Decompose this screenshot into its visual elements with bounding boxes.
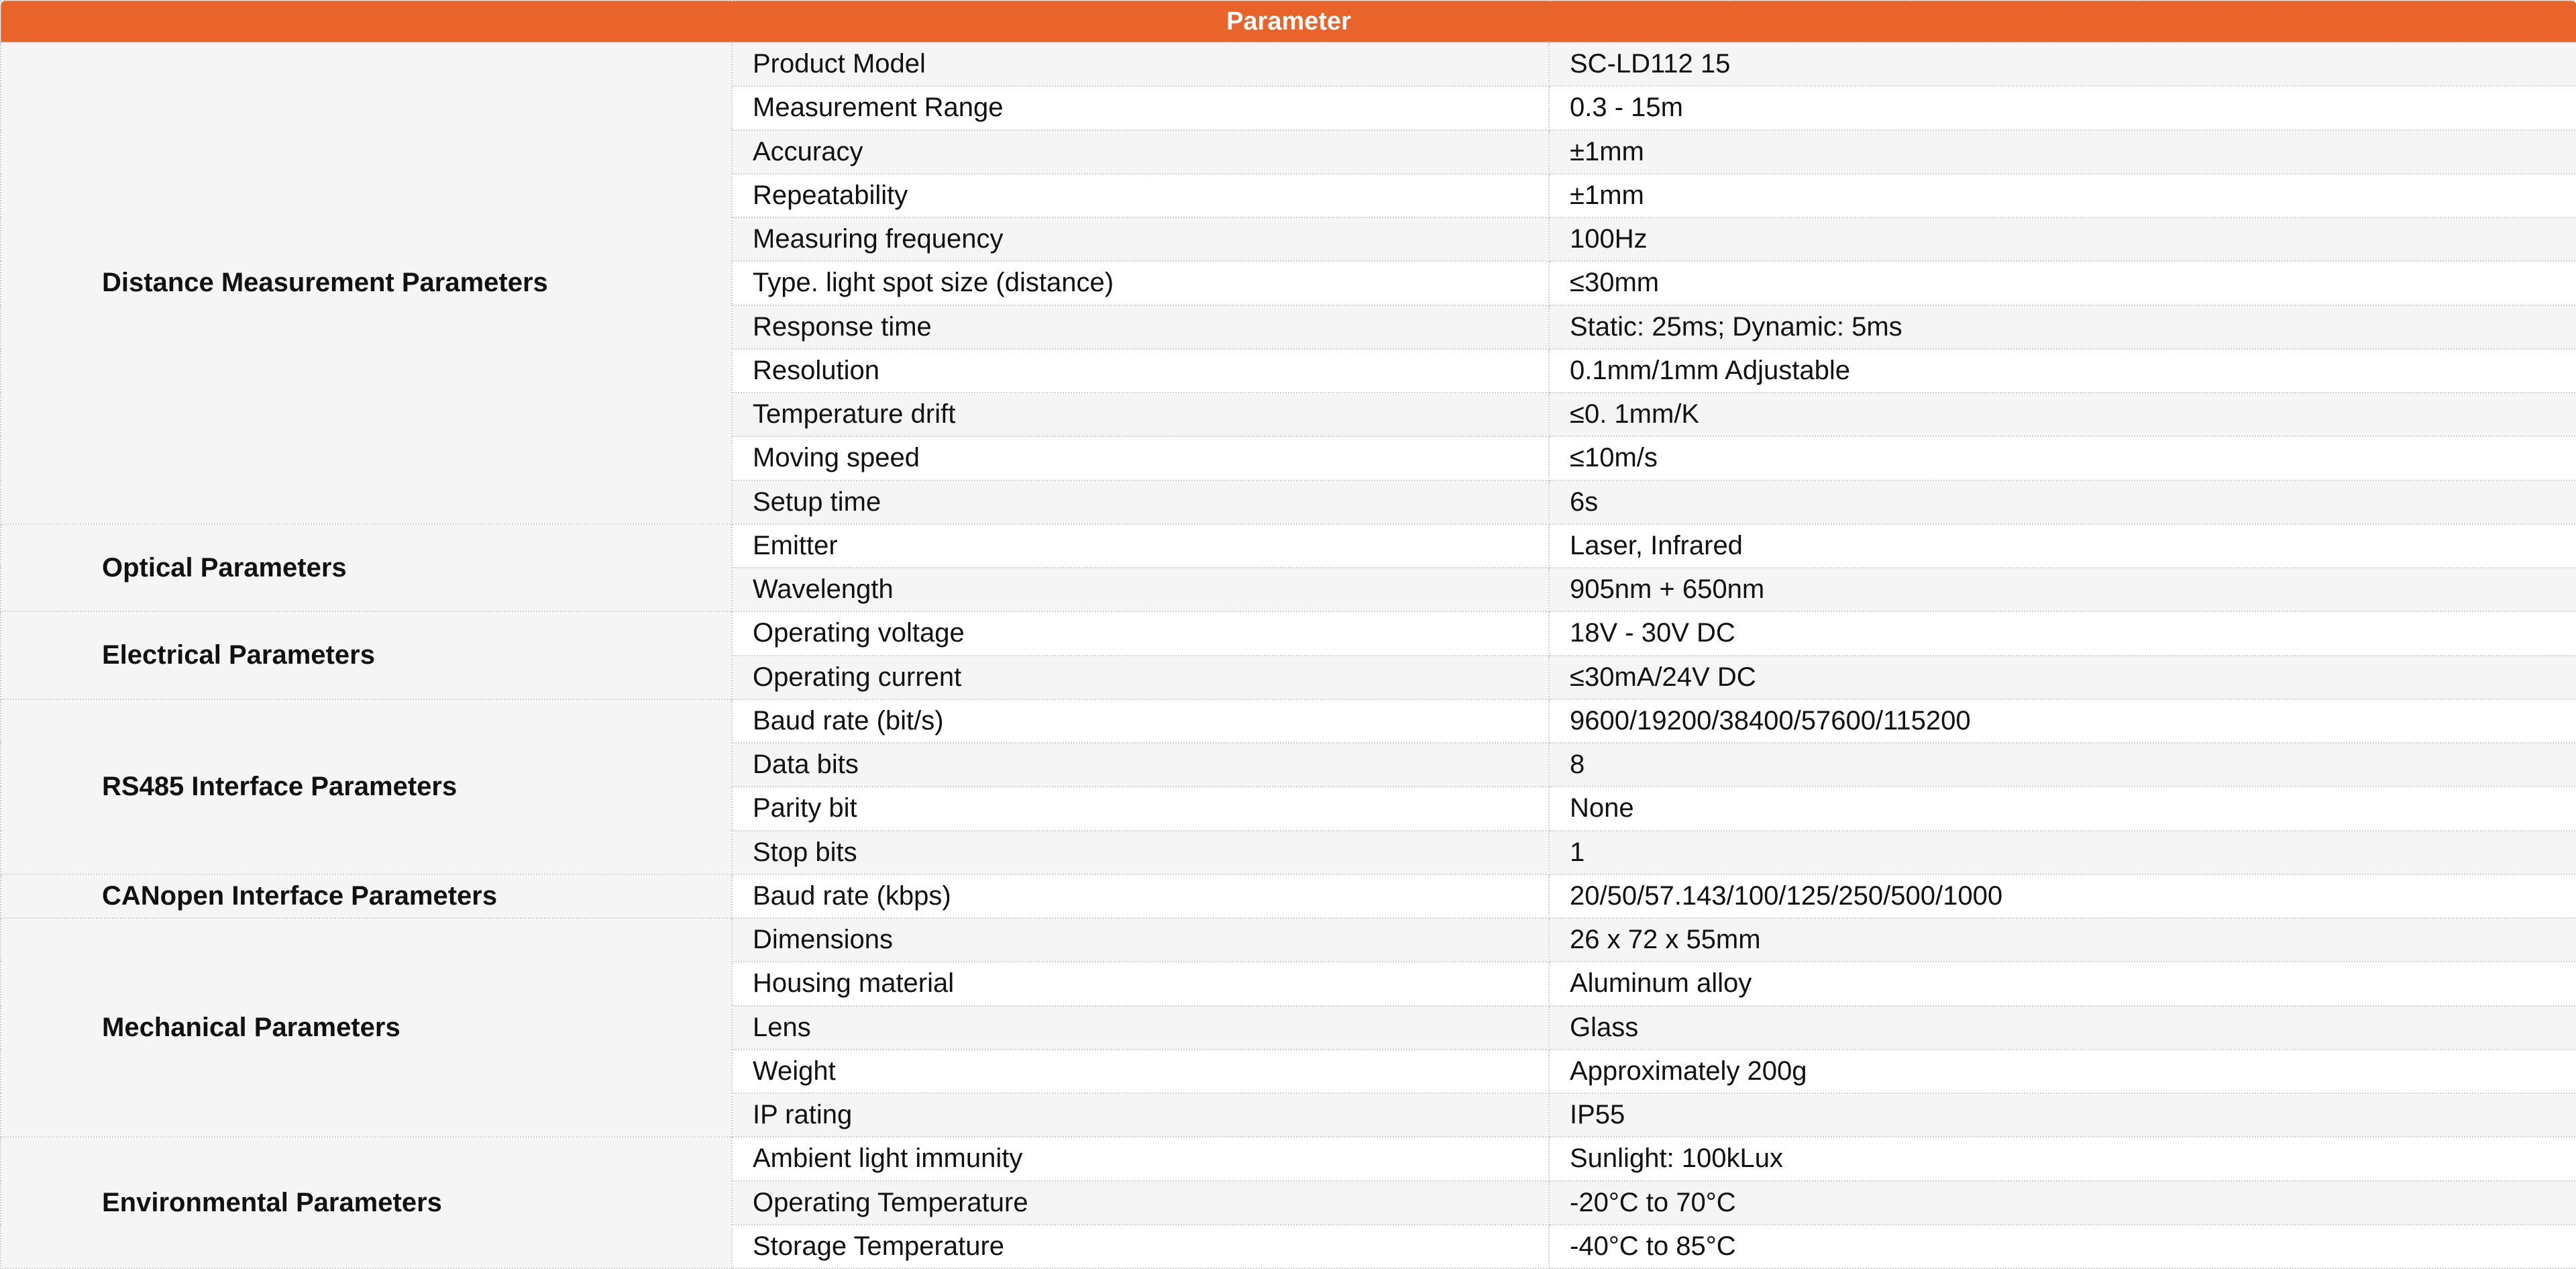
parameter-name: Temperature drift	[732, 393, 1549, 436]
parameter-name: Accuracy	[732, 130, 1549, 174]
parameter-value: None	[1549, 786, 2576, 830]
parameter-value: Glass	[1549, 1006, 2576, 1050]
parameter-value: -40°C to 85°C	[1549, 1225, 2576, 1268]
parameter-name: Response time	[732, 305, 1549, 349]
parameter-name: Stop bits	[732, 831, 1549, 874]
parameter-value: Approximately 200g	[1549, 1050, 2576, 1093]
parameter-name: Lens	[732, 1006, 1549, 1050]
parameter-value: ≤0. 1mm/K	[1549, 393, 2576, 436]
parameter-name: Housing material	[732, 962, 1549, 1005]
parameter-value: 26 x 72 x 55mm	[1549, 918, 2576, 962]
group-label: Mechanical Parameters	[1, 918, 732, 1137]
group-label: Environmental Parameters	[1, 1137, 732, 1268]
parameter-value: Sunlight: 100kLux	[1549, 1137, 2576, 1180]
parameter-value: ±1mm	[1549, 130, 2576, 174]
parameter-name: Parity bit	[732, 786, 1549, 830]
parameter-name: Ambient light immunity	[732, 1137, 1549, 1180]
table-row	[1, 524, 2576, 568]
parameter-value: Static: 25ms; Dynamic: 5ms	[1549, 305, 2576, 349]
table-body	[1, 42, 2576, 1268]
table-row	[1, 1137, 2576, 1180]
parameter-value: 8	[1549, 743, 2576, 786]
table-row	[1, 874, 2576, 918]
parameter-name: Storage Temperature	[732, 1225, 1549, 1268]
parameter-name: Type. light spot size (distance)	[732, 261, 1549, 305]
parameter-value: SC-LD112 15	[1549, 42, 2576, 86]
parameter-value: ≤10m/s	[1549, 436, 2576, 480]
parameter-value: 100Hz	[1549, 217, 2576, 261]
group-label: CANopen Interface Parameters	[1, 874, 732, 918]
table-header-row	[1, 1, 2576, 42]
parameter-name: Product Model	[732, 42, 1549, 86]
parameter-name: Operating voltage	[732, 611, 1549, 655]
parameter-name: Data bits	[732, 743, 1549, 786]
parameter-name: Operating Temperature	[732, 1181, 1549, 1225]
parameter-value: 9600/19200/38400/57600/115200	[1549, 699, 2576, 743]
table-row	[1, 918, 2576, 962]
parameter-value: IP55	[1549, 1093, 2576, 1137]
table-row	[1, 42, 2576, 86]
parameter-name: IP rating	[732, 1093, 1549, 1137]
group-label: Optical Parameters	[1, 524, 732, 612]
parameter-name: Setup time	[732, 480, 1549, 524]
parameter-value: -20°C to 70°C	[1549, 1181, 2576, 1225]
parameter-value: ≤30mm	[1549, 261, 2576, 305]
parameter-name: Emitter	[732, 524, 1549, 568]
parameter-value: ≤30mA/24V DC	[1549, 656, 2576, 699]
parameter-name: Wavelength	[732, 568, 1549, 611]
parameter-value: 18V - 30V DC	[1549, 611, 2576, 655]
parameter-value: Aluminum alloy	[1549, 962, 2576, 1005]
parameter-name: Measuring frequency	[732, 217, 1549, 261]
parameter-name: Operating current	[732, 656, 1549, 699]
parameter-value: 20/50/57.143/100/125/250/500/1000	[1549, 874, 2576, 918]
parameter-value: 6s	[1549, 480, 2576, 524]
parameter-name: Weight	[732, 1050, 1549, 1093]
group-label: RS485 Interface Parameters	[1, 699, 732, 874]
parameter-name: Repeatability	[732, 174, 1549, 217]
group-label: Distance Measurement Parameters	[1, 42, 732, 524]
parameter-value: 0.3 - 15m	[1549, 86, 2576, 130]
group-label: Electrical Parameters	[1, 611, 732, 699]
parameter-name: Dimensions	[732, 918, 1549, 962]
parameter-value: ±1mm	[1549, 174, 2576, 217]
table-row	[1, 611, 2576, 655]
parameter-name: Resolution	[732, 349, 1549, 393]
parameter-name: Measurement Range	[732, 86, 1549, 130]
parameter-value: 905nm + 650nm	[1549, 568, 2576, 611]
parameter-value: 1	[1549, 831, 2576, 874]
parameter-name: Moving speed	[732, 436, 1549, 480]
parameter-name: Baud rate (bit/s)	[732, 699, 1549, 743]
parameter-name: Baud rate (kbps)	[732, 874, 1549, 918]
table-row	[1, 699, 2576, 743]
parameter-value: Laser, Infrared	[1549, 524, 2576, 568]
parameter-value: 0.1mm/1mm Adjustable	[1549, 349, 2576, 393]
table-header-title: Parameter	[1, 1, 2576, 42]
